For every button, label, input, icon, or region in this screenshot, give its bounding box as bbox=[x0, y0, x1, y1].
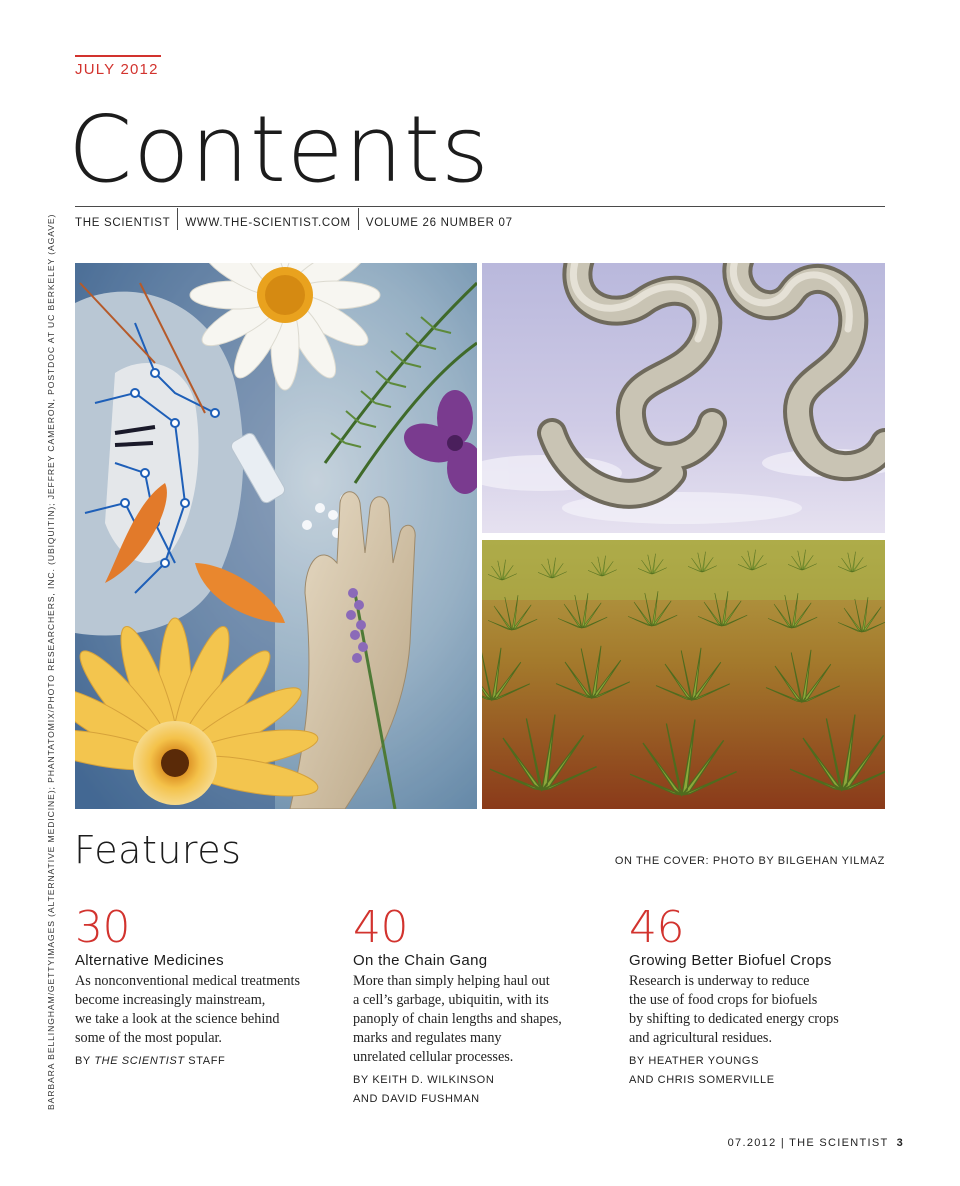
photo-credit: BARBARA BELLINGHAM/GETTYIMAGES (ALTERNATIVE MEDICINE); PHANTATOMIX/PHOTO RESEARCHERS, INC. (UBIQUITIN); JEFFREY CAMERON, POSTDOC AT UC BERKELEY (AGAVE) bbox=[46, 213, 56, 1110]
feature-page-number: 40 bbox=[353, 902, 408, 953]
feature-byline: BY HEATHER YOUNGS AND CHRIS SOMERVILLE bbox=[629, 1055, 775, 1086]
feature-title[interactable]: On the Chain Gang bbox=[353, 952, 488, 969]
page-footer bbox=[728, 1137, 904, 1149]
feature-description: More than simply helping haul out a cell’s garbage, ubiquitin, with its panoply of chain lengths and shapes, marks and regulates many unrelated cellular processes. bbox=[353, 973, 562, 1065]
agave-field-image[interactable] bbox=[482, 540, 885, 809]
masthead-website-link[interactable]: WWW.THE-SCIENTIST.COM bbox=[185, 217, 351, 229]
alternative-medicine-image[interactable] bbox=[75, 263, 477, 809]
title-rule bbox=[75, 206, 885, 207]
feature-description: Research is underway to reduce the use of food crops for biofuels by shifting to dedicated energy crops and agricultural residues. bbox=[629, 973, 839, 1046]
feature-byline: BY KEITH D. WILKINSON AND DAVID FUSHMAN bbox=[353, 1074, 495, 1105]
issue-date: JULY 2012 bbox=[75, 61, 159, 78]
cover-credit: ON THE COVER: PHOTO BY BILGEHAN YILMAZ bbox=[614, 855, 885, 867]
feature-page-number: 30 bbox=[75, 902, 130, 953]
feature-on-the-chain-gang[interactable] bbox=[353, 902, 613, 1109]
features-heading: Features bbox=[74, 828, 242, 872]
feature-title[interactable]: Growing Better Biofuel Crops bbox=[629, 952, 832, 969]
masthead-volume: VOLUME 26 NUMBER 07 bbox=[365, 217, 513, 229]
page-number: 3 bbox=[896, 1137, 904, 1149]
feature-page-number: 46 bbox=[629, 902, 684, 953]
ubiquitin-image[interactable] bbox=[482, 263, 885, 533]
feature-description: As nonconventional medical treatments become increasingly mainstream, we take a look at the science behind some of the most popular. bbox=[75, 973, 300, 1046]
masthead bbox=[75, 208, 520, 230]
issue-date-rule bbox=[75, 55, 161, 57]
feature-title[interactable]: Alternative Medicines bbox=[75, 952, 224, 969]
feature-alternative-medicines[interactable] bbox=[75, 902, 335, 1071]
feature-byline: BY THE SCIENTIST STAFF bbox=[75, 1055, 226, 1067]
page-title: Contents bbox=[68, 96, 490, 203]
masthead-publication: THE SCIENTIST bbox=[75, 217, 171, 229]
feature-growing-better-biofuel-crops[interactable] bbox=[629, 902, 889, 1090]
footer-publication: 07.2012 | THE SCIENTIST bbox=[727, 1137, 889, 1149]
